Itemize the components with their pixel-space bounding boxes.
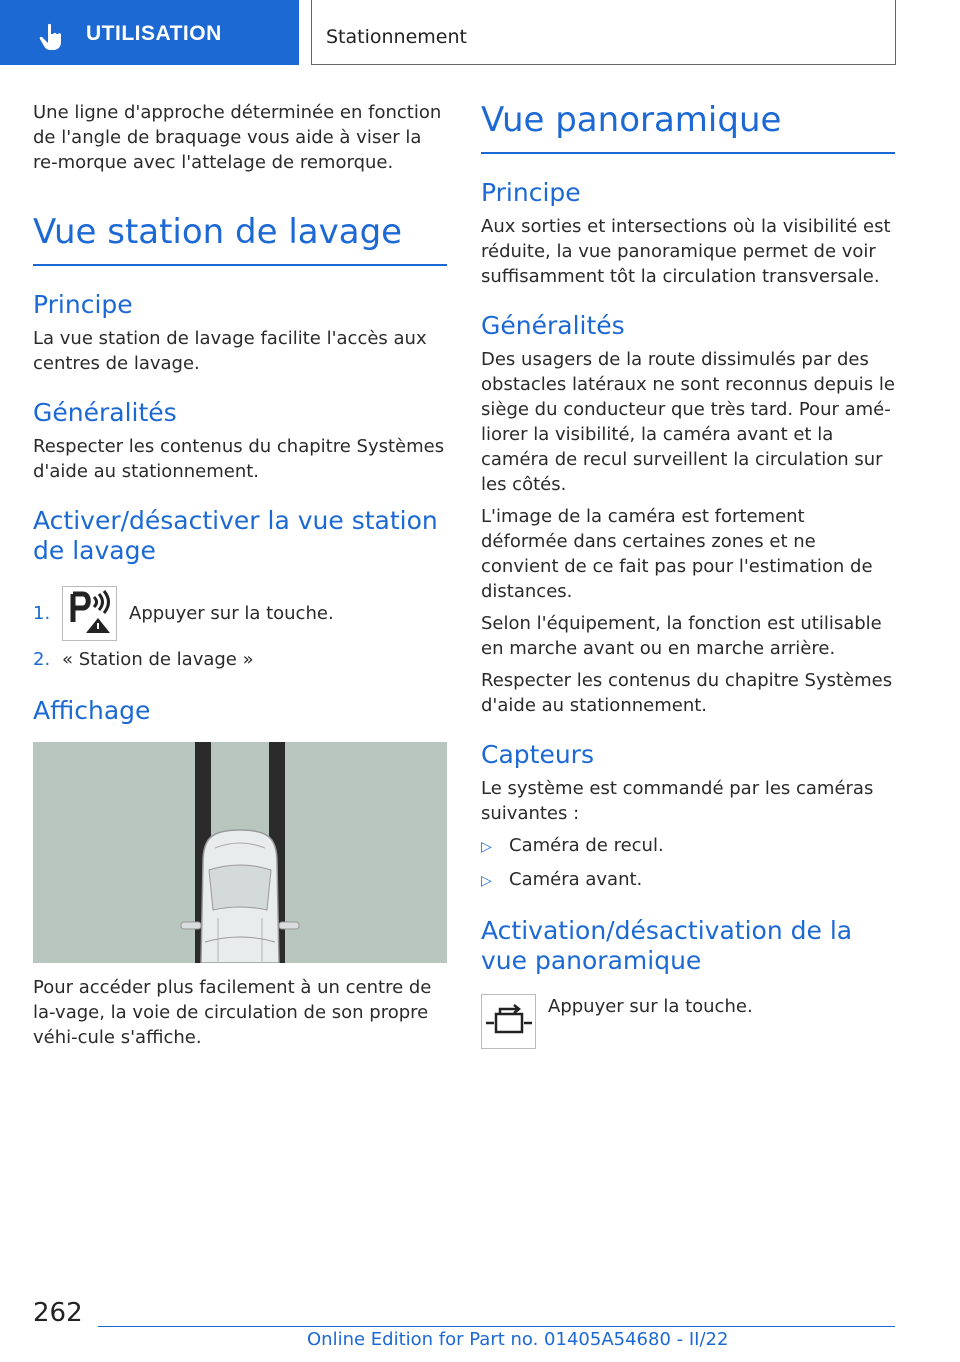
step-text: Appuyer sur la touche. bbox=[129, 602, 334, 624]
heading-capteurs: Capteurs bbox=[481, 739, 594, 769]
section-title-car-wash: Vue station de lavage bbox=[33, 212, 403, 252]
list-item-text: Caméra avant. bbox=[509, 868, 643, 890]
title-rule bbox=[481, 152, 895, 154]
principe-paragraph: Aux sorties et intersections où la visibilité est réduite, la vue panoramique permet de voir suffisamment tôt la circulation transversale. bbox=[481, 215, 891, 287]
car-lane-image bbox=[33, 742, 447, 963]
generalites-paragraph-1: Des usagers de la route dissimulés par des obstacles latéraux ne sont reconnus depuis le siège du conducteur que très tard. Pour amé-liorer la visibilité, la caméra avant et la caméra de recul surveillent la circulation sur les côtés. bbox=[481, 348, 895, 495]
section-tab-label: UTILISATION bbox=[86, 22, 222, 45]
list-item bbox=[481, 867, 895, 894]
generalites-paragraph-3: Selon l'équipement, la fonction est utilisable en marche avant ou en marche arrière. bbox=[481, 612, 882, 659]
triangle-bullet-icon: ▷ bbox=[481, 872, 492, 889]
heading-activation: Activation/désactivation de la vue panoramique bbox=[481, 915, 853, 975]
left-column bbox=[33, 100, 447, 1057]
generalites-paragraph: Respecter les contenus du chapitre Systèmes d'aide au stationnement. bbox=[33, 435, 445, 482]
step-2 bbox=[33, 647, 447, 672]
principe-paragraph: La vue station de lavage facilite l'accès aux centres de lavage. bbox=[33, 327, 427, 374]
triangle-bullet-icon: ▷ bbox=[481, 838, 492, 855]
heading-generalites: Généralités bbox=[33, 397, 177, 427]
list-item-text: Caméra de recul. bbox=[509, 834, 664, 856]
chapter-header bbox=[311, 0, 896, 65]
generalites-paragraph-2: L'image de la caméra est fortement déformée dans certaines zones et ne convient de ce fait pas pour l'estimation de distances. bbox=[481, 505, 873, 602]
heading-affichage: Affichage bbox=[33, 695, 151, 725]
step-number: 1. bbox=[33, 602, 51, 624]
heading-generalites: Généralités bbox=[481, 310, 625, 340]
park-assist-button[interactable] bbox=[62, 586, 117, 641]
section-title-panorama: Vue panoramique bbox=[481, 100, 782, 140]
heading-activer: Activer/désactiver la vue station de lavage bbox=[33, 505, 438, 565]
step-text: « Station de lavage » bbox=[62, 648, 254, 670]
list-item bbox=[481, 833, 895, 860]
capteurs-paragraph: Le système est commandé par les caméras suivantes : bbox=[481, 777, 874, 824]
title-rule bbox=[33, 264, 447, 266]
chapter-title: Stationnement bbox=[326, 26, 467, 48]
intro-paragraph: Une ligne d'approche déterminée en fonction de l'angle de braquage vous aide à viser la re-morque avec l'attelage de remorque. bbox=[33, 102, 442, 173]
edition-text: Online Edition for Part no. 01405A54680 - II/22 bbox=[307, 1329, 729, 1350]
step-1 bbox=[33, 586, 447, 641]
page-number: 262 bbox=[33, 1298, 83, 1328]
activation-row bbox=[481, 994, 895, 1049]
step-number: 2. bbox=[33, 648, 51, 670]
park-assist-icon bbox=[65, 588, 115, 638]
heading-principe: Principe bbox=[33, 289, 133, 319]
panorama-view-icon bbox=[484, 1001, 534, 1041]
hand-pointer-icon bbox=[36, 22, 66, 52]
section-tab[interactable] bbox=[0, 0, 299, 65]
car-wash-view-illustration bbox=[33, 742, 447, 963]
activation-paragraph: Appuyer sur la touche. bbox=[548, 995, 753, 1017]
generalites-paragraph-4: Respecter les contenus du chapitre Systèmes d'aide au stationnement. bbox=[481, 669, 893, 716]
heading-principe: Principe bbox=[481, 177, 581, 207]
affichage-paragraph: Pour accéder plus facilement à un centre de la-vage, la voie de circulation de son propre véhi-cule s'affiche. bbox=[33, 976, 432, 1048]
footer-rule bbox=[98, 1326, 895, 1327]
panorama-view-button[interactable] bbox=[481, 994, 536, 1049]
right-column bbox=[481, 100, 895, 1049]
